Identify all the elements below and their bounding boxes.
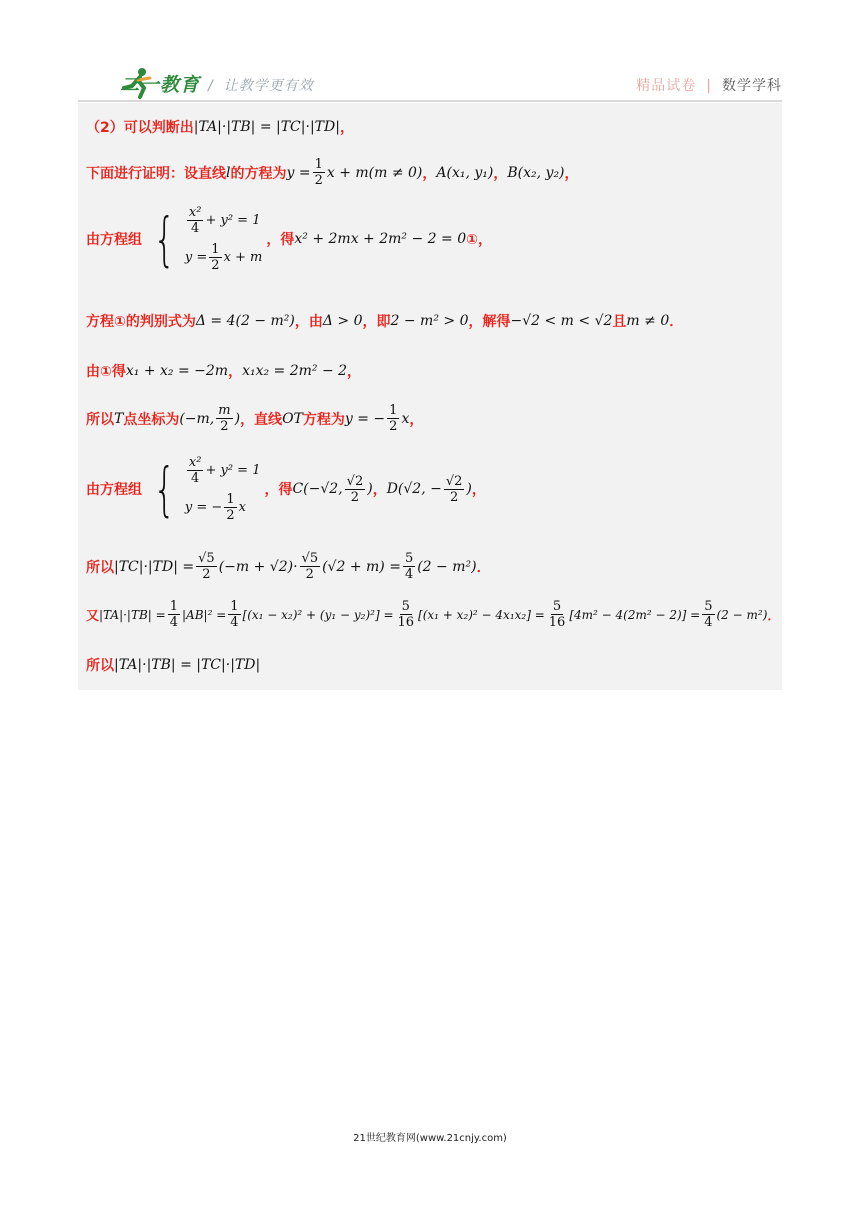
- solution-line-6: 所以 T 点坐标为 (−m, $\frac{m}{2}$ ) ，直线 OT 方程为 y = − $\frac{1}{2}$ x ，: [86, 403, 424, 434]
- math: |TA|·|TB| = |TC|·|TD|: [193, 119, 340, 135]
- slogan: [208, 75, 314, 95]
- text: ，: [493, 165, 508, 182]
- text: ，: [564, 165, 579, 182]
- math: x² + 2mx + 2m² − 2 = 0: [294, 231, 467, 247]
- math: B(x₂, y₂): [507, 164, 565, 181]
- slogan-slash: /: [208, 78, 214, 94]
- solution-line-4: 方程①的判别式为 Δ = 4(2 − m²) ，由 Δ > 0 ，即 2 − m² > 0 ，解得 −√2 < m < √2 且 m ≠ 0 ．: [86, 313, 684, 330]
- text: ，得: [266, 232, 295, 248]
- math: x + m(m ≠ 0): [326, 164, 423, 181]
- solution-line-3: [86, 205, 492, 273]
- solution-line-5: 由①得 x₁ + x₂ = −2m ， x₁x₂ = 2m² − 2 ，: [86, 363, 362, 380]
- solution-line-7: 由方程组 { $\frac{\text{x²}}{4}$ + y² = 1 y = − $\frac{1}{2}$ x ，得 C(−√2, $\frac{√2}{2}$ ) ， D(√2, − $\frac{√2}{2}$ ) ，: [86, 455, 486, 523]
- text: 的方程为: [230, 165, 287, 182]
- solution-line-2: [86, 157, 579, 188]
- tag-premium: 精品试卷: [636, 78, 697, 94]
- math: l: [226, 164, 231, 181]
- tag-subject: 数学学科: [722, 78, 782, 94]
- brand-name: 二一教育: [120, 74, 201, 96]
- text: ①，: [466, 232, 492, 248]
- solution-line-8: 所以 |TC|·|TD| = $\frac{√5}{2}$ (−m + √2)· $\frac{√5}{2}$ (√2 + m) = $\frac{5}{4}$ (2 − m²) ．: [86, 551, 491, 582]
- page-header: [78, 66, 782, 102]
- text: 由方程组: [86, 232, 142, 248]
- solution-line-9: 又 |TA|·|TB| = $\frac{1}{4}$ |AB|² = $\frac{1}{4}$ [(x₁ − x₂)² + (y₁ − y₂)²] = $\frac{5}{16}$ [(x₁ + x₂)² − 4x₁x₂] = $\frac{5}{16}$ [4m² − 4(2m² − 2)] = $\frac{5}{4}$ (2 − m²) ．: [86, 599, 781, 630]
- tag-separator: |: [706, 78, 712, 94]
- fraction: $\frac{1}{2}$: [314, 157, 323, 188]
- header-tags: [636, 75, 782, 95]
- math: y =: [286, 164, 311, 181]
- solution-panel: [78, 103, 782, 690]
- text: 下面进行证明：设直线: [86, 165, 226, 182]
- text: （2）可以判断出: [86, 120, 194, 136]
- text: ，: [422, 165, 437, 182]
- slogan-text: 让教学更有效: [223, 78, 314, 94]
- page-footer: 21世纪教育网(www.21cnjy.com): [353, 1133, 507, 1144]
- solution-line-1: [86, 117, 354, 137]
- text: ，: [339, 120, 354, 136]
- equation-system: { $\frac{\text{x²}}{4}$ + y² = 1 y = $\frac{1}{2}$ x + m: [153, 205, 263, 273]
- equation-system: { $\frac{\text{x²}}{4}$ + y² = 1 y = − $\frac{1}{2}$ x: [153, 455, 261, 523]
- math: A(x₁, y₁): [436, 164, 494, 181]
- header-divider: [78, 100, 782, 102]
- solution-line-10: 所以 |TA|·|TB| = |TC|·|TD|: [86, 657, 261, 674]
